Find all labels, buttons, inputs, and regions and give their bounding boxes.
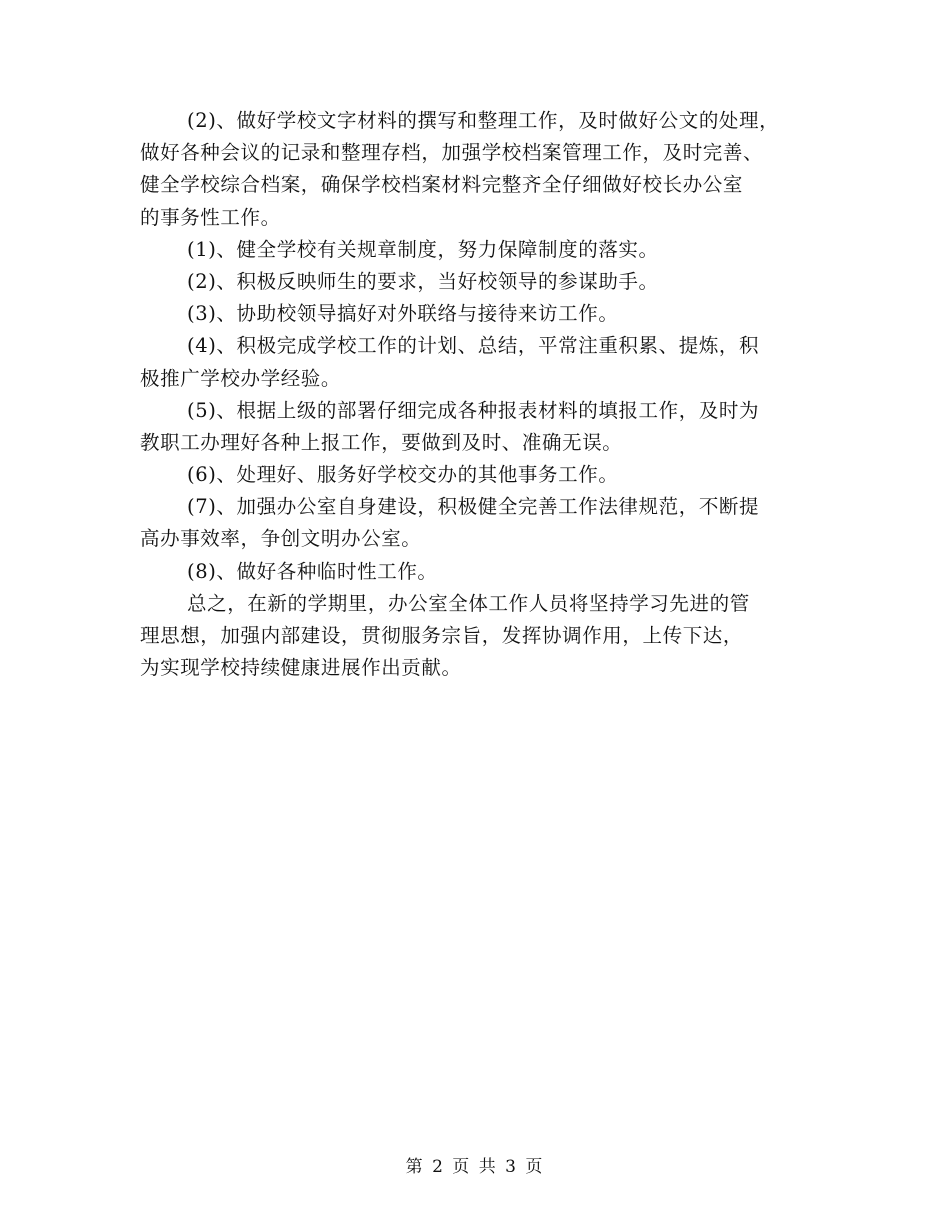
text-line: (2)、做好学校文字材料的撰写和整理工作，及时做好公文的处理， [187, 109, 780, 132]
text-line: (7)、加强办公室自身建设，积极健全完善工作法律规范，不断提 [187, 495, 760, 519]
text-line: 极推广学校办学经验。 [140, 366, 342, 390]
text-line: 高办事效率，争创文明办公室。 [140, 527, 422, 551]
text-line: 教职工办理好各种上报工作，要做到及时、准确无误。 [140, 430, 623, 454]
text-line: (2)、积极反映师生的要求，当好校领导的参谋助手。 [187, 269, 659, 293]
text-line: 为实现学校持续健康进展作出贡献。 [140, 656, 462, 680]
text-line: 健全学校综合档案，确保学校档案材料完整齐全仔细做好校长办公室 [140, 173, 744, 197]
text-line: (1)、健全学校有关规章制度，努力保障制度的落实。 [187, 237, 659, 261]
text-line: (5)、根据上级的部署仔细完成各种报表材料的填报工作，及时为 [187, 398, 760, 422]
document-body [140, 105, 812, 684]
text-line: 做好各种会议的记录和整理存档，加强学校档案管理工作，及时完善、 [140, 141, 764, 165]
text-line: (8)、做好各种临时性工作。 [187, 559, 438, 583]
text-line: 总之，在新的学期里，办公室全体工作人员将坚持学习先进的管 [187, 591, 750, 615]
text-line: (6)、处理好、服务好学校交办的其他事务工作。 [187, 463, 619, 487]
text-line: (3)、协助校领导搞好对外联络与接待来访工作。 [187, 302, 619, 326]
text-line: (4)、积极完成学校工作的计划、总结，平常注重积累、提炼，积 [187, 334, 760, 358]
page-number-footer: 第 2 页 共 3 页 [405, 1157, 545, 1177]
text-line: 的事务性工作。 [140, 205, 281, 229]
text-line: 理思想，加强内部建设，贯彻服务宗旨，发挥协调作用，上传下达， [140, 624, 744, 647]
